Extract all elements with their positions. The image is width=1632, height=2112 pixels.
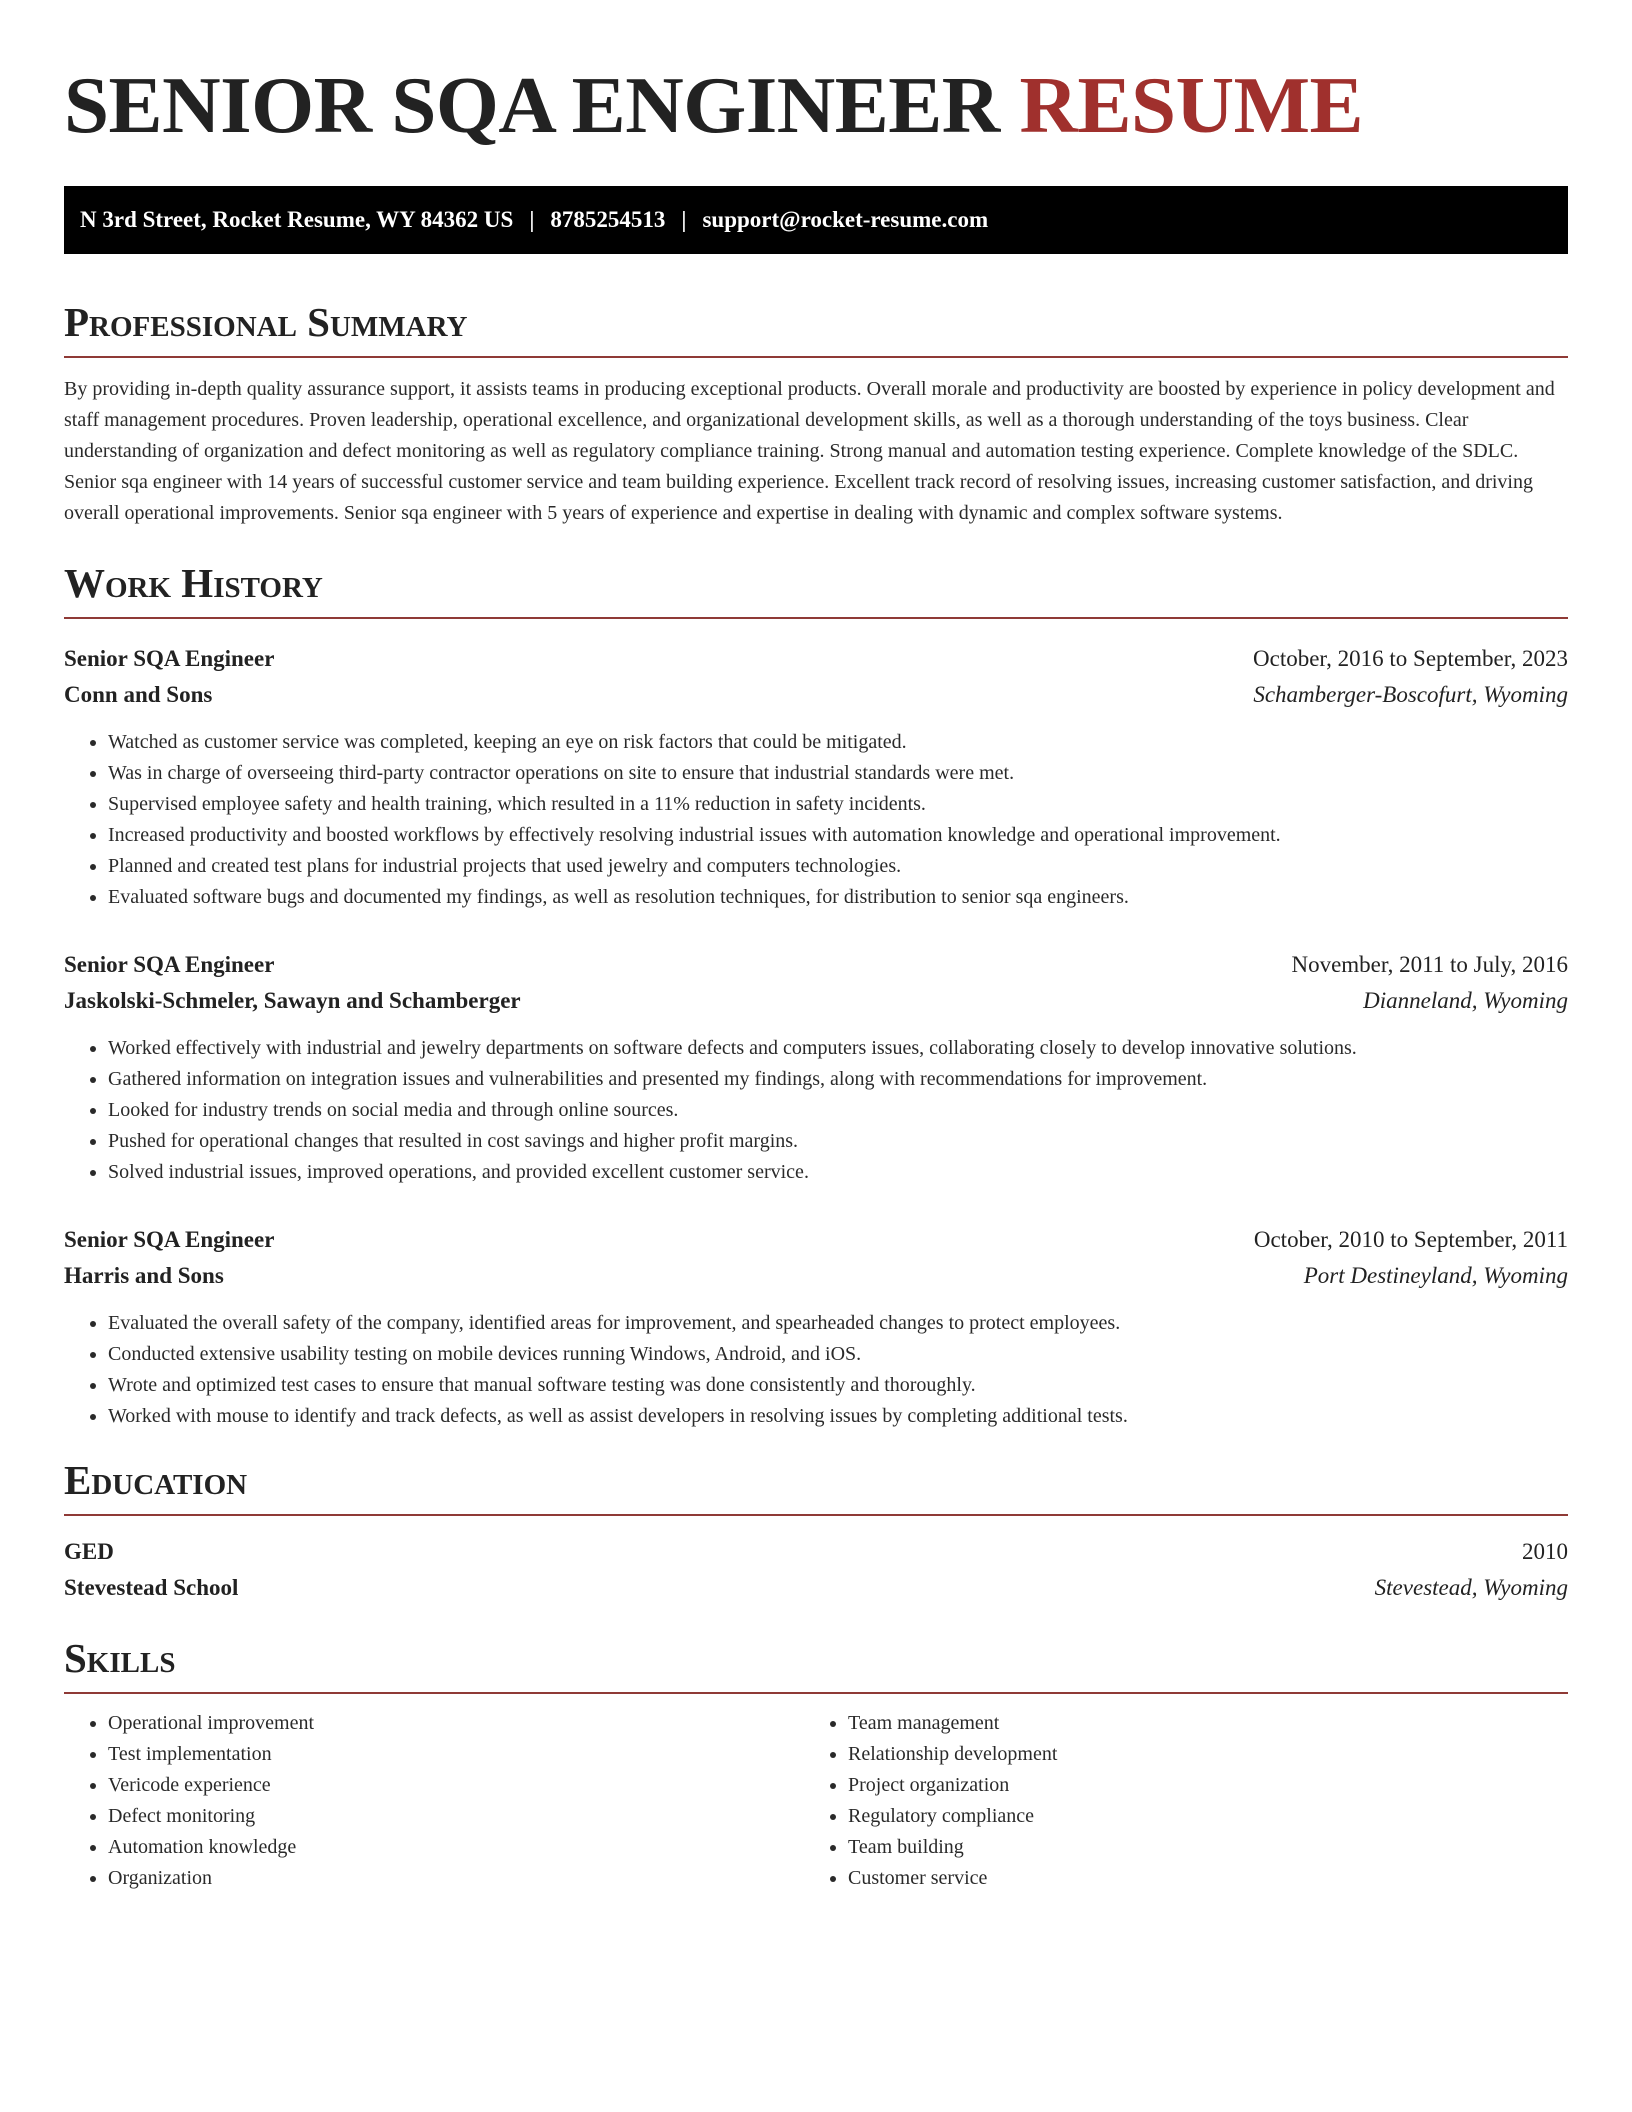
job-bullet: • Was in charge of overseeing third-party contractor operations on site to ensure that industrial standards were met. — [108, 758, 1568, 789]
job-company: Jaskolski-Schmeler, Sawayn and Schamberger — [64, 988, 521, 1013]
skill-item: • Regulatory compliance — [848, 1801, 1544, 1832]
job-dates: October, 2010 to September, 2011 — [1253, 1227, 1568, 1252]
contact-email[interactable]: support@rocket-resume.com — [702, 207, 989, 232]
education-header-row — [64, 1534, 1568, 1570]
skill-item: • Project organization — [848, 1770, 1544, 1801]
skill-item: • Customer service — [848, 1863, 1544, 1894]
job-bullet: • Supervised employee safety and health training, which resulted in a 11% reduction in safety incidents. — [108, 789, 1568, 820]
education-school-row — [64, 1570, 1568, 1606]
education-location: Stevestead, Wyoming — [1374, 1575, 1568, 1600]
job-bullet: • Evaluated software bugs and documented my findings, as well as resolution techniques, for distribution to senior sqa engineers. — [108, 882, 1568, 913]
skill-item: • Vericode experience — [108, 1770, 804, 1801]
skills-column-right — [804, 1708, 1544, 1894]
job-location: Schamberger-Boscofurt, Wyoming — [1253, 682, 1568, 707]
education-heading: Education — [64, 1456, 1568, 1516]
skill-item: • Automation knowledge — [108, 1832, 804, 1863]
job-bullets — [64, 1308, 1568, 1432]
job-entry — [64, 947, 1568, 1188]
skills-list — [64, 1708, 1568, 1894]
job-bullet: • Planned and created test plans for industrial projects that used jewelry and computers technologies. — [108, 851, 1568, 882]
job-bullets — [64, 1033, 1568, 1188]
job-location: Port Destineyland, Wyoming — [1303, 1263, 1568, 1288]
job-dates: October, 2016 to September, 2023 — [1253, 646, 1568, 671]
skill-item: • Relationship development — [848, 1739, 1544, 1770]
contact-address: N 3rd Street, Rocket Resume, WY 84362 US — [80, 207, 514, 232]
job-role: Senior SQA Engineer — [64, 952, 275, 977]
resume-page — [64, 0, 1568, 1894]
job-bullet: • Increased productivity and boosted workflows by effectively resolving industrial issues with automation knowledge and operational improvement. — [108, 820, 1568, 851]
job-bullet: • Worked effectively with industrial and jewelry departments on software defects and computers issues, collaborating closely to develop innovative solutions. — [108, 1033, 1568, 1064]
job-bullet: • Wrote and optimized test cases to ensure that manual software testing was done consistently and thoroughly. — [108, 1370, 1568, 1401]
job-header-row — [64, 1222, 1568, 1258]
summary-heading: Professional Summary — [64, 298, 1568, 358]
skill-item: • Defect monitoring — [108, 1801, 804, 1832]
job-bullet: • Worked with mouse to identify and track defects, as well as assist developers in resolving issues by completing additional tests. — [108, 1401, 1568, 1432]
job-entry — [64, 641, 1568, 913]
contact-separator: | — [681, 207, 687, 232]
contact-phone[interactable]: 8785254513 — [550, 207, 666, 232]
job-bullet: • Evaluated the overall safety of the company, identified areas for improvement, and spearheaded changes to protect employees. — [108, 1308, 1568, 1339]
job-bullets — [64, 727, 1568, 913]
job-dates: November, 2011 to July, 2016 — [1291, 952, 1568, 977]
skill-item: • Team management — [848, 1708, 1544, 1739]
title-main: SENIOR SQA ENGINEER — [64, 60, 1000, 150]
job-bullet: • Solved industrial issues, improved operations, and provided excellent customer service. — [108, 1157, 1568, 1188]
work-history-heading: Work History — [64, 559, 1568, 619]
title-accent: RESUME — [1019, 60, 1364, 150]
skill-item: • Operational improvement — [108, 1708, 804, 1739]
contact-separator: | — [529, 207, 535, 232]
job-company: Conn and Sons — [64, 682, 213, 707]
job-company-row — [64, 1258, 1568, 1294]
education-year: 2010 — [1522, 1539, 1568, 1564]
job-company-row — [64, 983, 1568, 1019]
job-role: Senior SQA Engineer — [64, 646, 275, 671]
skill-item: • Test implementation — [108, 1739, 804, 1770]
education-entry — [64, 1534, 1568, 1606]
job-location: Dianneland, Wyoming — [1363, 988, 1568, 1013]
job-bullet: • Pushed for operational changes that resulted in cost savings and higher profit margins. — [108, 1126, 1568, 1157]
job-header-row — [64, 641, 1568, 677]
education-school: Stevestead School — [64, 1575, 239, 1600]
resume-title — [64, 60, 1568, 150]
job-bullet: • Conducted extensive usability testing on mobile devices running Windows, Android, and iOS. — [108, 1339, 1568, 1370]
skills-column-left — [64, 1708, 804, 1894]
job-header-row — [64, 947, 1568, 983]
job-role: Senior SQA Engineer — [64, 1227, 275, 1252]
job-bullet: • Looked for industry trends on social media and through online sources. — [108, 1095, 1568, 1126]
skill-item: • Team building — [848, 1832, 1544, 1863]
job-entry — [64, 1222, 1568, 1432]
skills-heading: Skills — [64, 1634, 1568, 1694]
skill-item: • Organization — [108, 1863, 804, 1894]
job-bullet: • Gathered information on integration issues and vulnerabilities and presented my findings, along with recommendations for improvement. — [108, 1064, 1568, 1095]
contact-bar — [64, 186, 1568, 254]
job-company-row — [64, 677, 1568, 713]
education-degree: GED — [64, 1539, 114, 1564]
job-bullet: • Watched as customer service was completed, keeping an eye on risk factors that could be mitigated. — [108, 727, 1568, 758]
summary-text: By providing in-depth quality assurance support, it assists teams in producing exceptional products. Overall morale and productivity are boosted by experience in policy development and staff management procedures. Proven leadership, operational excellence, and organizational development skills, as well as a thorough understanding of the toys business. Clear understanding of organization and defect monitoring as well as regulatory compliance training. Strong manual and automation testing experience. Complete knowledge of the SDLC. Senior sqa engineer with 14 years of successful customer service and team building experience. Excellent track record of resolving issues, increasing customer satisfaction, and driving overall operational improvements. Senior sqa engineer with 5 years of experience and expertise in dealing with dynamic and complex software systems. — [64, 378, 1555, 524]
job-company: Harris and Sons — [64, 1263, 224, 1288]
